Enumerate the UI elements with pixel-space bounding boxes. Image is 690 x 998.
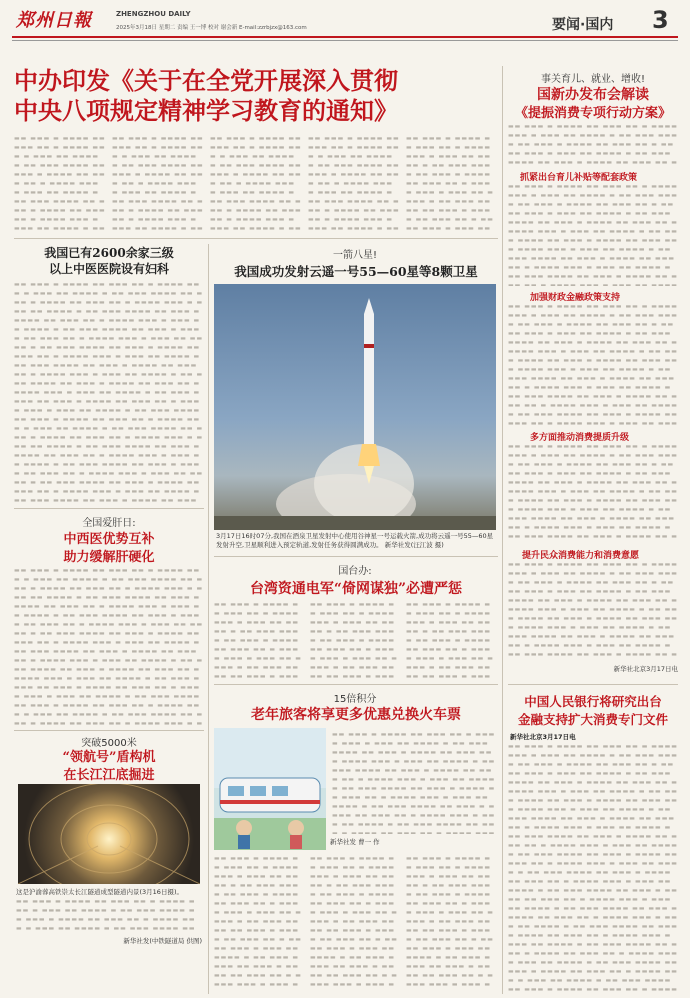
page-number: 3 [652,6,669,34]
policy-byline: 新华社北京3月17日电 [613,665,678,673]
lead-body-col4 [308,134,400,230]
lead-body-col5 [406,134,496,230]
satellite-kicker: 一箭八星! [332,250,377,261]
bank-headline-1: 中国人民银行将研究出台 [524,694,662,709]
machine-kicker: 突破5000米 [81,738,137,749]
bank-headline-2: 金融支持扩大消费专门文件 [517,712,668,727]
policy-headline-2: 《提振消费专项行动方案》 [514,106,671,121]
rail-illustration [214,728,326,850]
rail-kicker: 15倍积分 [333,694,377,705]
machine-credit: 新华社发(中铁隧道局 供图) [123,937,202,945]
tcm-headline-1: 中西医优势互补 [63,532,155,547]
paper-logo: 郑州日報 [16,10,92,31]
rail-body-col3 [406,854,496,992]
tunnel-lines [18,784,200,884]
machine-caption: 这是沪渝蓉高铁崇太长江隧道成型隧道内景(3月16日摄)。 [16,888,183,896]
women-body [14,280,204,504]
policy-body-4 [508,442,678,544]
women-headline-1: 我国已有2600余家三级 [44,246,174,260]
paper-pinyin: ZHENGZHOU DAILY [116,10,191,18]
issue-meta: 2025年3月18日 星期二 责编 王一博 校对 谢会新 E-mail:zzrbjzx@163.com [116,25,307,31]
tcm-headline-2: 助力缓解肝硬化 [63,550,155,565]
taiwan-body-col3 [406,600,496,680]
policy-body-3 [508,302,678,426]
rocket-drawing [214,284,496,530]
policy-headline-1: 国新办发布会解读 [537,87,649,103]
lead-body-col2 [112,134,204,230]
masthead [12,6,678,54]
rocket-photo [214,284,496,530]
tunnel-photo [18,784,200,884]
taiwan-body-col2 [310,600,400,680]
tcm-kicker: 全国爱肝日: [82,518,136,529]
machine-headline-1: “领航号”盾构机 [62,750,156,765]
policy-body-1 [508,122,678,168]
satellite-caption: 3月17日16时07分,我国在酒泉卫星发射中心使用谷神星一号运载火箭,成功将云遥一号55—60星发射升空,卫星顺利进入预定轨道,发射任务获得圆满成功。 新华社发(汪江波 摄) [216,532,494,549]
satellite-headline: 我国成功发射云遥一号55—60星等8颗卫星 [234,264,478,279]
lead-headline-line1: 中办印发《关于在全党开展深入贯彻 [14,66,398,95]
tcm-body [14,566,204,726]
taiwan-headline: 台湾资通电军“倚网谋独”必遭严惩 [249,581,463,597]
lead-body-col1 [14,134,106,230]
taiwan-kicker: 国台办: [338,566,372,577]
lead-body-col3 [210,134,302,230]
machine-caption-cont [16,897,202,933]
policy-body-5 [508,560,678,660]
policy-subhead-2: 加强财政金融政策支持 [530,293,621,303]
women-headline-2: 以上中医医院设有妇科 [48,262,169,276]
taiwan-body-col1 [214,600,304,680]
rail-body-right [332,730,496,834]
rail-headline: 老年旅客将享更多优惠兑换火车票 [251,707,461,723]
rail-body-col1 [214,854,304,992]
bank-body [508,742,678,992]
rail-body-col2 [310,854,400,992]
rail-photo-caption: 新华社发 曹一 作 [330,838,380,846]
section-label: 要闻·国内 [552,17,614,33]
bank-byline: 新华社北京3月17日电 [510,733,576,741]
policy-subhead-4: 提升民众消费能力和消费意愿 [522,551,640,561]
policy-subhead-3: 多方面推动消费提质升级 [530,433,630,443]
machine-headline-2: 在长江江底掘进 [63,768,155,783]
train-cartoon [214,728,326,850]
policy-kicker: 事关育儿、就业、增收! [540,74,645,85]
lead-headline-line2: 中央八项规定精神学习教育的通知》 [14,96,398,125]
policy-subhead-1: 抓紧出台育儿补贴等配套政策 [520,173,638,183]
policy-body-2 [508,182,678,286]
